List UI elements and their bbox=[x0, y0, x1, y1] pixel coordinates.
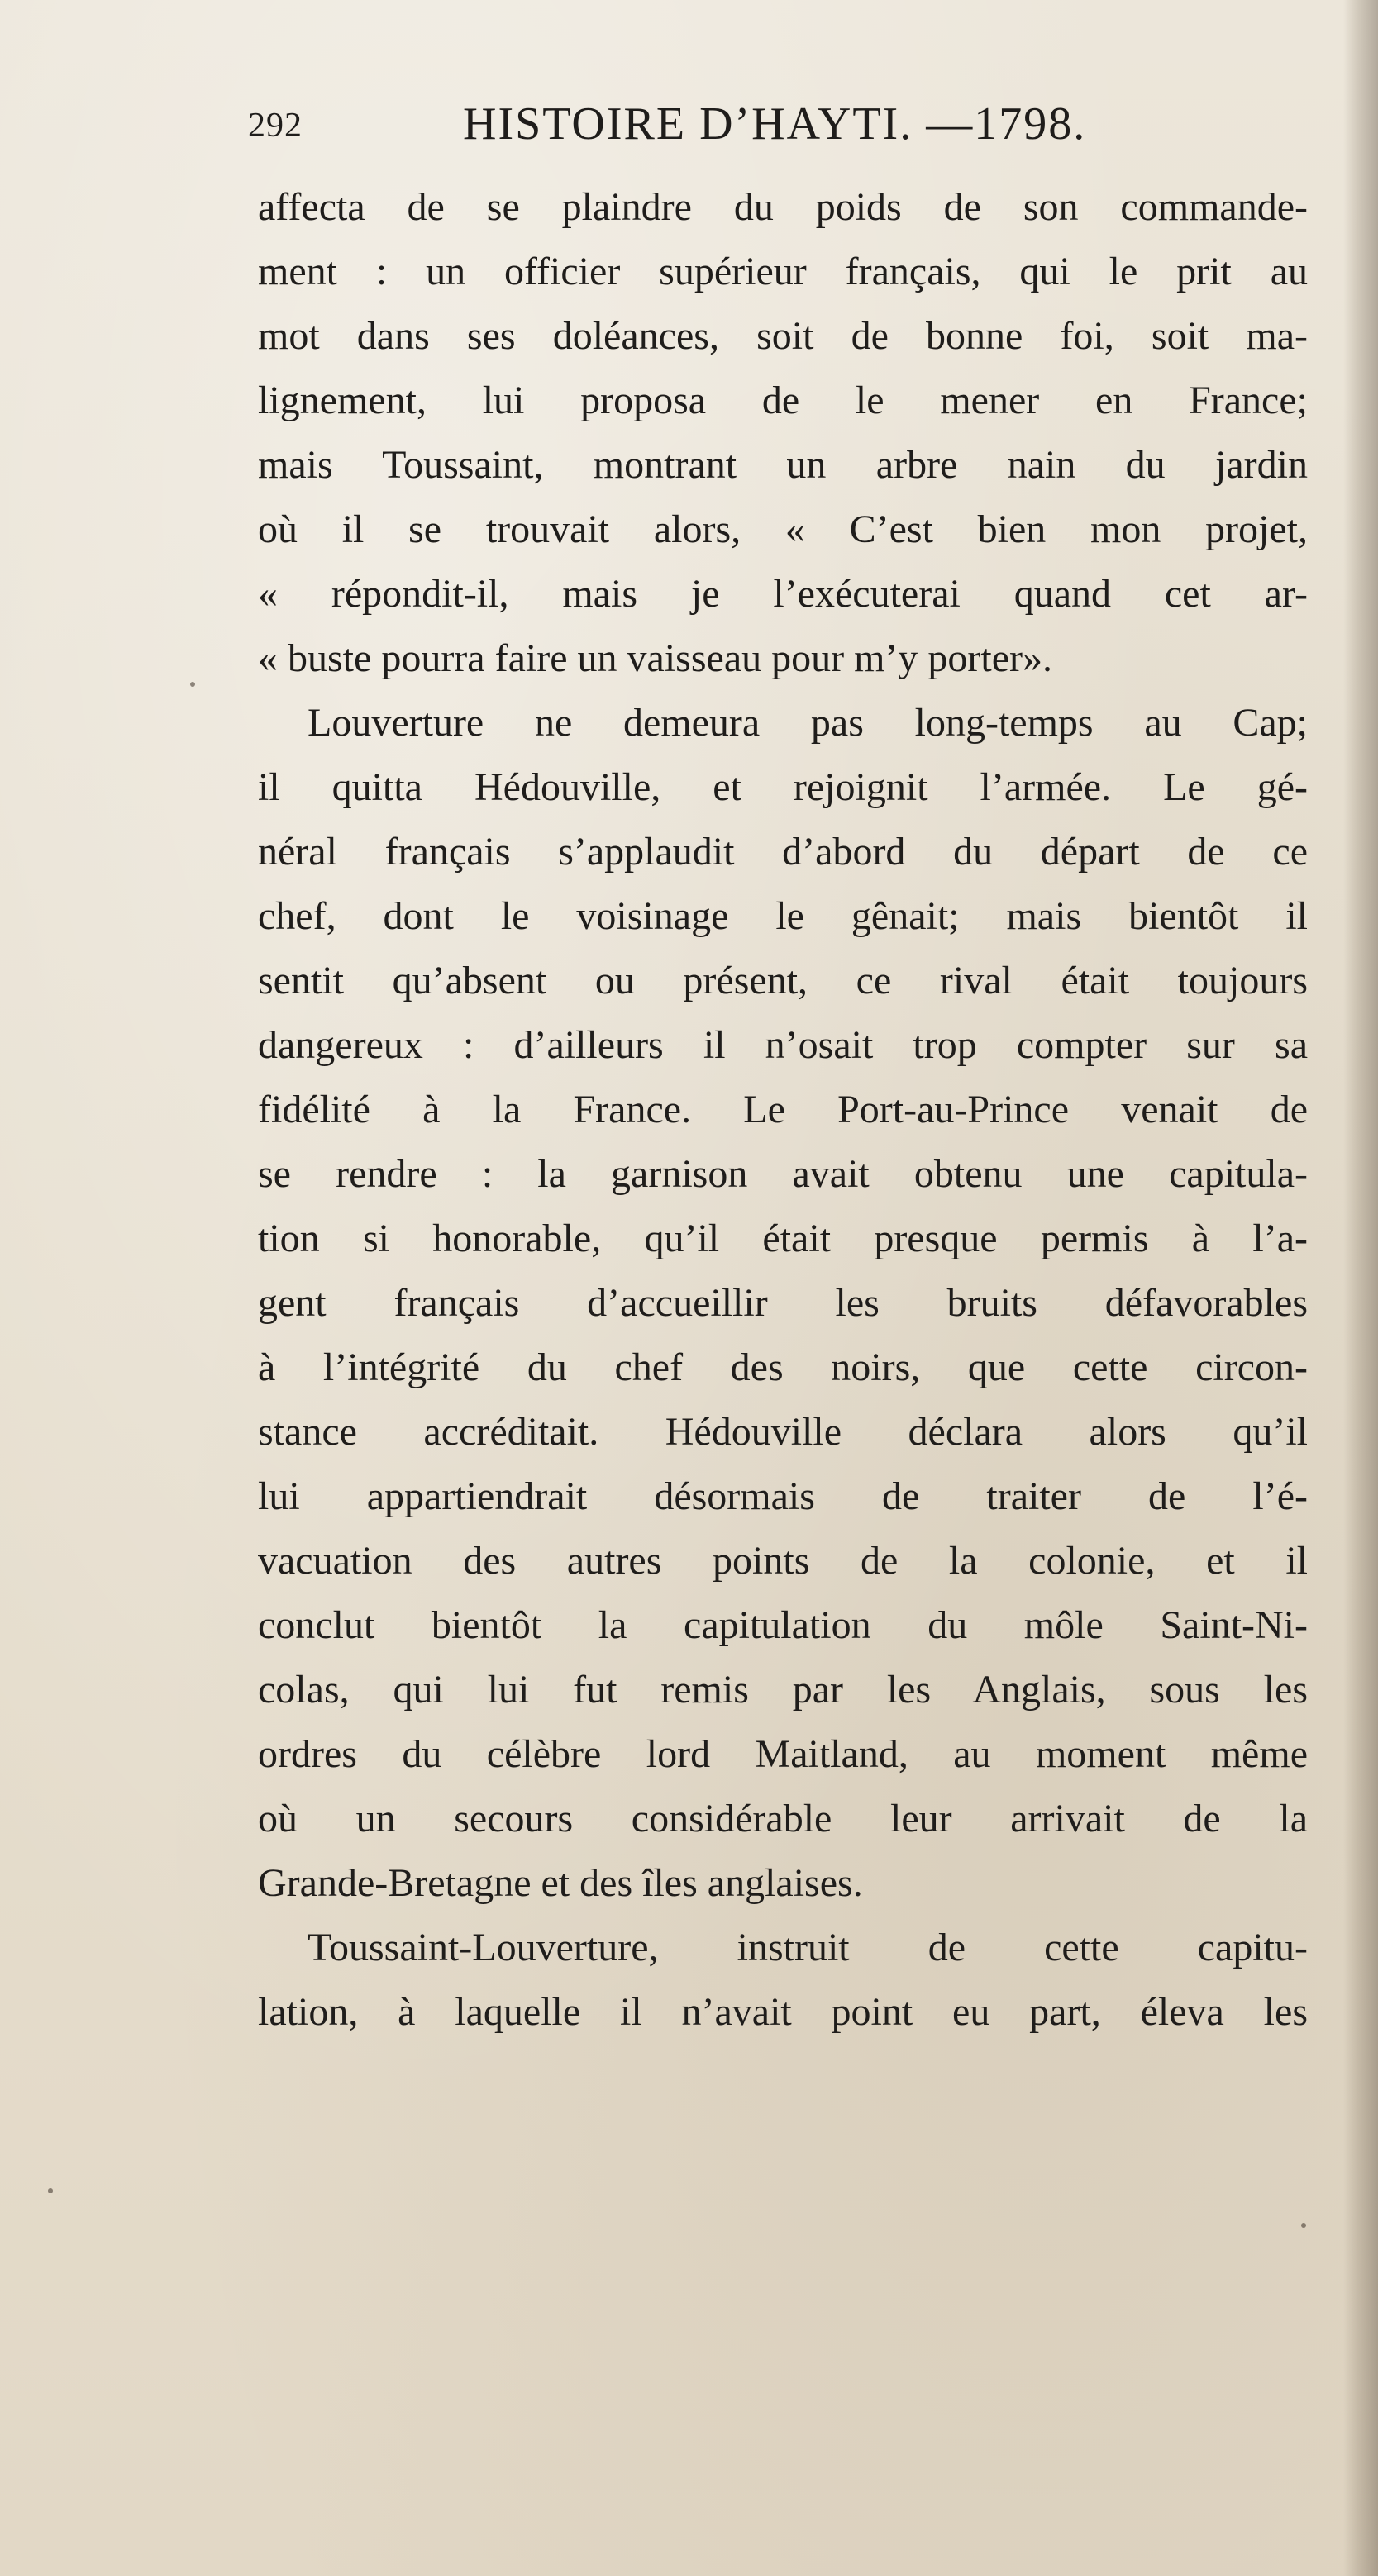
text-line: dangereux : d’ailleurs il n’osait trop compter sur sa bbox=[258, 1023, 1308, 1067]
text-line: ment : un officier supérieur français, qui le prit au bbox=[258, 250, 1308, 293]
text-line: il quitta Hédouville, et rejoignit l’armée. Le gé- bbox=[258, 765, 1308, 809]
text-line: mais Toussaint, montrant un arbre nain du jardin bbox=[258, 443, 1308, 487]
text-line: lation, à laquelle il n’avait point eu part, éleva les bbox=[258, 1990, 1308, 2034]
paper-speck bbox=[1301, 2223, 1306, 2228]
page-edge-shadow bbox=[1343, 0, 1378, 2576]
text-line: colas, qui lui fut remis par les Anglais, sous les bbox=[258, 1668, 1308, 1712]
text-line: où il se trouvait alors, « C’est bien mon projet, bbox=[258, 507, 1308, 551]
page-number: 292 bbox=[248, 107, 303, 145]
text-line: où un secours considérable leur arrivait de la bbox=[258, 1797, 1308, 1840]
text-line: fidélité à la France. Le Port-au-Prince venait de bbox=[258, 1088, 1308, 1131]
text-line: Toussaint-Louverture, instruit de cette capitu- bbox=[308, 1926, 1308, 1969]
text-line: Grande-Bretagne et des îles anglaises. bbox=[258, 1861, 863, 1905]
text-line: lignement, lui proposa de le mener en France; bbox=[258, 379, 1308, 422]
text-line: tion si honorable, qu’il était presque permis à l’a- bbox=[258, 1217, 1308, 1260]
text-line: à l’intégrité du chef des noirs, que cette circon- bbox=[258, 1345, 1308, 1389]
text-line: affecta de se plaindre du poids de son commande- bbox=[258, 185, 1308, 229]
body-text bbox=[258, 175, 1308, 2045]
text-line: néral français s’applaudit d’abord du départ de ce bbox=[258, 830, 1308, 874]
page-header bbox=[248, 98, 1174, 155]
text-line: « buste pourra faire un vaisseau pour m’y porter». bbox=[258, 636, 1053, 680]
text-line: mot dans ses doléances, soit de bonne foi, soit ma- bbox=[258, 314, 1308, 358]
text-line: conclut bientôt la capitulation du môle Saint-Ni- bbox=[258, 1603, 1308, 1647]
text-line: chef, dont le voisinage le gênait; mais bientôt il bbox=[258, 894, 1308, 938]
text-line: Louverture ne demeura pas long-temps au Cap; bbox=[308, 701, 1308, 745]
text-line: « répondit-il, mais je l’exécuterai quand cet ar- bbox=[258, 572, 1308, 616]
text-line: stance accréditait. Hédouville déclara alors qu’il bbox=[258, 1410, 1308, 1454]
text-line: sentit qu’absent ou présent, ce rival était toujours bbox=[258, 959, 1308, 1002]
text-line: lui appartiendrait désormais de traiter de l’é- bbox=[258, 1474, 1308, 1518]
paper-speck bbox=[190, 682, 195, 687]
text-line: gent français d’accueillir les bruits défavorables bbox=[258, 1281, 1308, 1325]
text-line: ordres du célèbre lord Maitland, au moment même bbox=[258, 1732, 1308, 1776]
running-head: HISTOIRE D’HAYTI. —1798. bbox=[463, 98, 1087, 150]
text-line: vacuation des autres points de la colonie, et il bbox=[258, 1539, 1308, 1583]
text-line: se rendre : la garnison avait obtenu une capitula- bbox=[258, 1152, 1308, 1196]
paper-speck bbox=[48, 2188, 53, 2193]
